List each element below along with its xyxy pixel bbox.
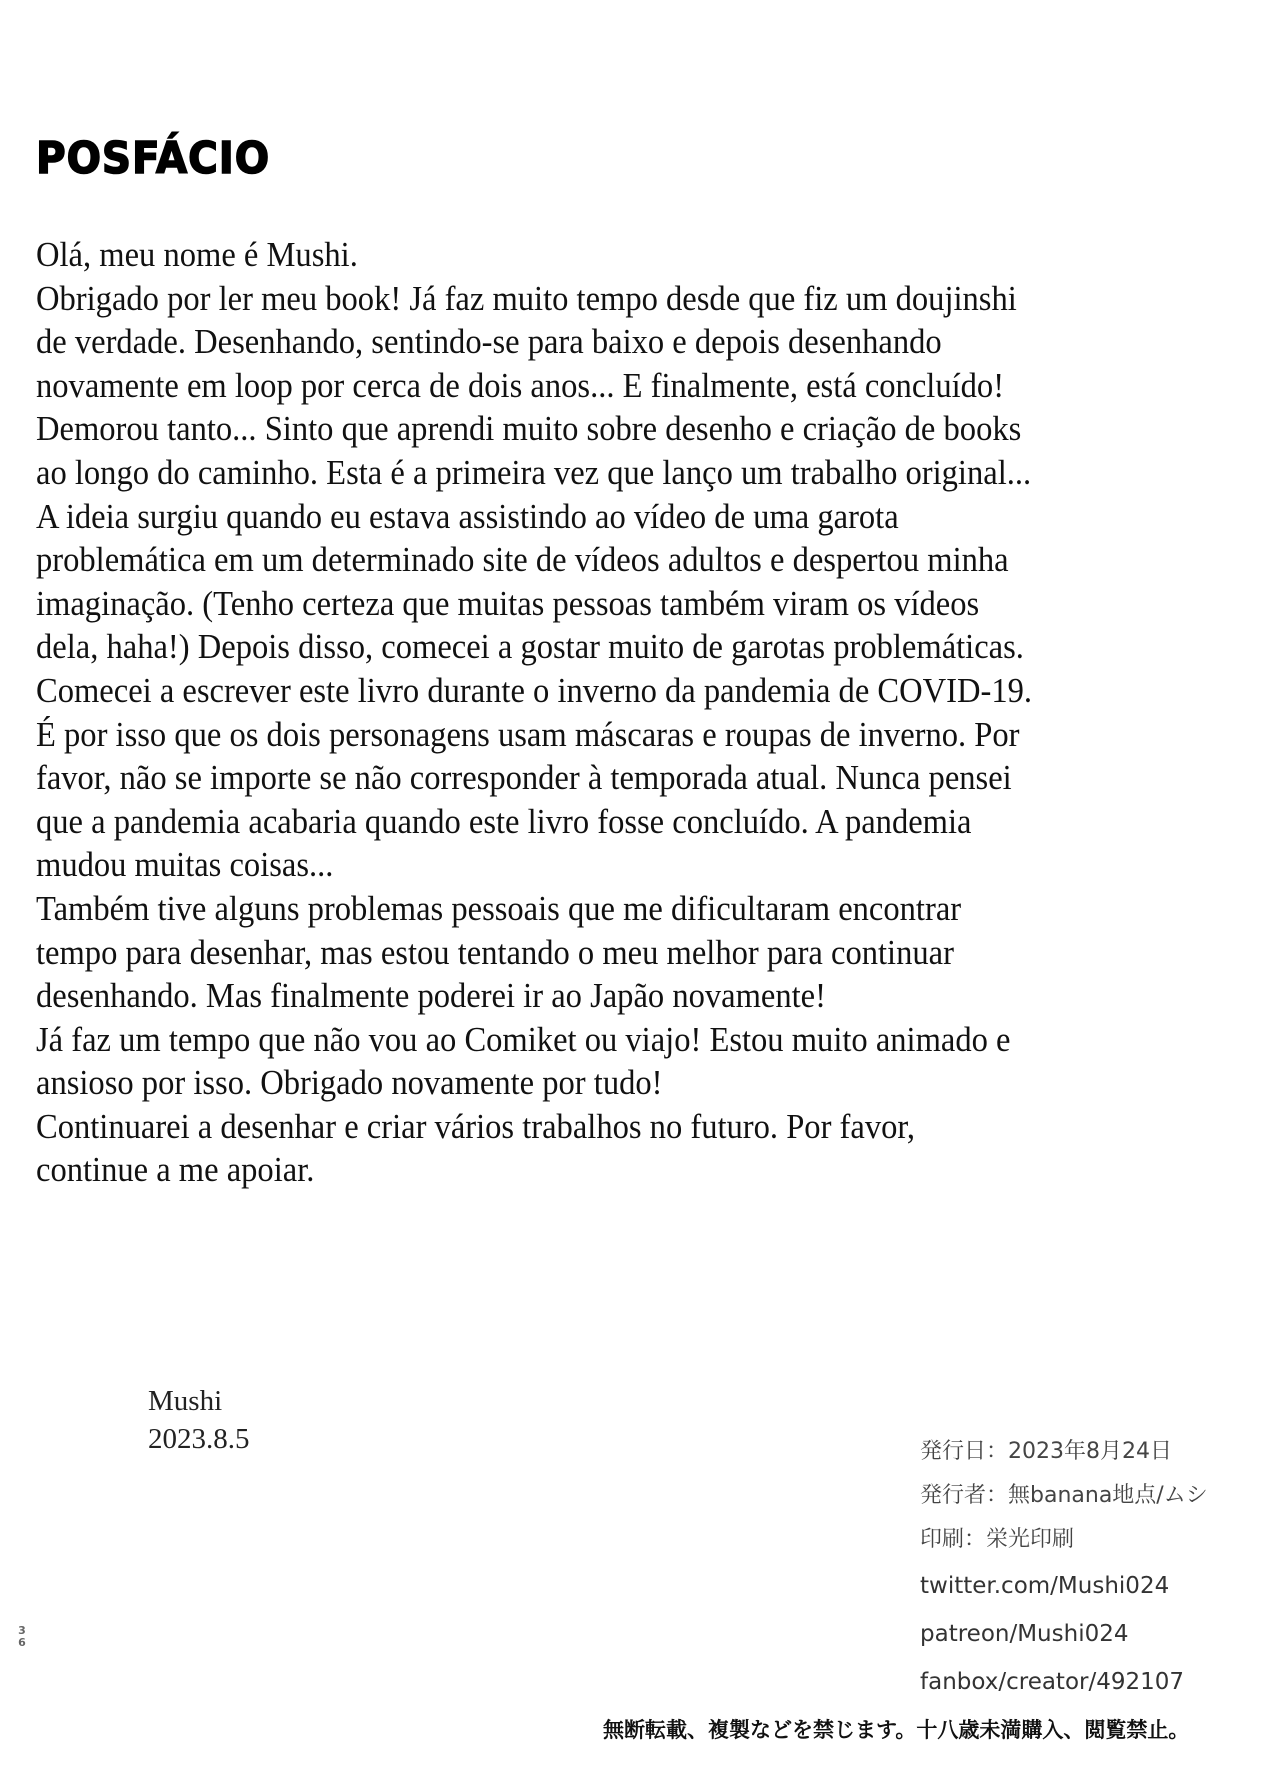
afterword-body	[36, 233, 1276, 1192]
body-line: tempo para desenhar, mas estou tentando o meu melhor para continuar	[36, 932, 954, 972]
body-line: desenhando. Mas finalmente poderei ir ao Japão novamente!	[36, 976, 826, 1016]
signature-name: Mushi	[148, 1385, 223, 1417]
body-line: problemática em um determinado site de vídeos adultos e despertou minha	[36, 540, 1009, 580]
body-line: novamente em loop por cerca de dois anos... E finalmente, está concluído!	[36, 365, 1005, 405]
body-line: imaginação. (Tenho certeza que muitas pessoas também viram os vídeos	[36, 583, 980, 623]
signature-date: 2023.8.5	[148, 1423, 250, 1455]
publisher: 発行者：無banana地点/ムシ	[920, 1483, 1208, 1508]
issue-date: 発行日：2023年8月24日	[920, 1439, 1172, 1464]
body-line: Continuarei a desenhar e criar vários trabalhos no futuro. Por favor,	[36, 1106, 916, 1146]
body-line: favor, não se importe se não corresponder à temporada atual. Nunca pensei	[36, 758, 1012, 798]
body-line: Obrigado por ler meu book! Já faz muito tempo desde que fiz um doujinshi	[36, 278, 1017, 318]
page-number-digit: 6	[18, 1636, 26, 1649]
body-line: Demorou tanto... Sinto que aprendi muito sobre desenho e criação de books	[36, 409, 1022, 449]
copyright-notice: 無断転載、複製などを禁じます。十八歳未満購入、閲覧禁止。	[603, 1718, 1190, 1742]
page-number	[17, 1625, 27, 1649]
body-line: mudou muitas coisas...	[36, 845, 334, 885]
page-number-digit: 3	[18, 1624, 26, 1637]
body-line: Comecei a escrever este livro durante o inverno da pandemia de COVID-19.	[36, 670, 1033, 710]
twitter-link: twitter.com/Mushi024	[920, 1573, 1170, 1599]
printer: 印刷：栄光印刷	[920, 1527, 1075, 1552]
colophon	[920, 1430, 1208, 1706]
page-title: POSFÁCIO	[36, 133, 271, 184]
fanbox-link: fanbox/creator/492107	[920, 1669, 1185, 1695]
body-line: de verdade. Desenhando, sentindo-se para baixo e depois desenhando	[36, 322, 942, 362]
body-line: Olá, meu nome é Mushi.	[36, 235, 358, 274]
body-line: que a pandemia acabaria quando este livro fosse concluído. A pandemia	[36, 801, 972, 841]
signature-block	[148, 1382, 250, 1458]
body-line: É por isso que os dois personagens usam máscaras e roupas de inverno. Por	[36, 714, 1020, 754]
patreon-link: patreon/Mushi024	[920, 1621, 1129, 1647]
body-line: ao longo do caminho. Esta é a primeira vez que lanço um trabalho original...	[36, 452, 1032, 492]
body-line: Já faz um tempo que não vou ao Comiket ou viajo! Estou muito animado e	[36, 1019, 1011, 1059]
body-line: dela, haha!) Depois disso, comecei a gostar muito de garotas problemáticas.	[36, 627, 1024, 667]
body-line: continue a me apoiar.	[36, 1150, 315, 1190]
body-line: Também tive alguns problemas pessoais que me dificultaram encontrar	[36, 888, 962, 928]
body-line: ansioso por isso. Obrigado novamente por tudo!	[36, 1063, 663, 1103]
body-line: A ideia surgiu quando eu estava assistindo ao vídeo de uma garota	[36, 496, 899, 536]
